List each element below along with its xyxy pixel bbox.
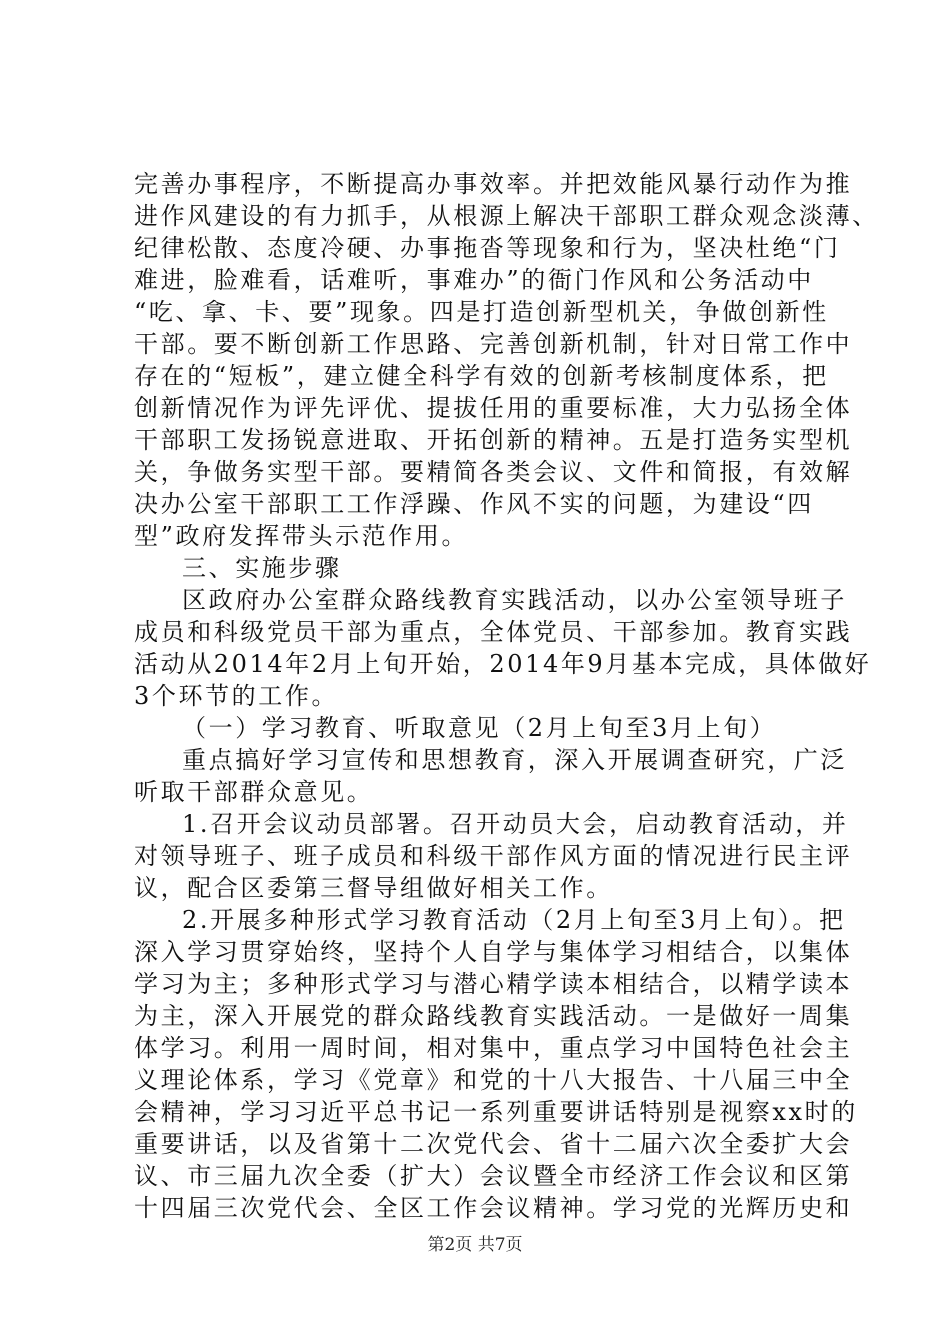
list-item-heading: 2.开展多种形式学习教育活动（2月上旬至3月上旬）。把 (182, 906, 846, 934)
text-line: 存在的“短板”，建立健全科学有效的创新考核制度体系，把 (134, 362, 829, 390)
text-line: 深入学习贯穿始终，坚持个人自学与集体学习相结合，以集体 (134, 938, 853, 966)
text-line: 干部。要不断创新工作思路、完善创新机制，针对日常工作中 (134, 330, 853, 358)
text-line: 重要讲话，以及省第十二次党代会、省十二届六次全委扩大会 (134, 1130, 853, 1158)
text-line: 完善办事程序，不断提高办事效率。并把效能风暴行动作为推 (134, 170, 853, 198)
text-line: 纪律松散、态度冷硬、办事拖沓等现象和行为，坚决杜绝“门 (134, 234, 841, 262)
text-line: 十四届三次党代会、全区工作会议精神。学习党的光辉历史和 (134, 1194, 853, 1222)
text-line: 活动从2014年2月上旬开始，2014年9月基本完成，具体做好 (134, 650, 872, 678)
text-line: 学习为主；多种形式学习与潜心精学读本相结合，以精学读本 (134, 970, 853, 998)
list-item-heading: 1.召开会议动员部署。召开动员大会，启动教育活动，并 (182, 810, 849, 838)
section-heading: 三、实施步骤 (182, 554, 342, 582)
text-line: 议、市三届九次全委（扩大）会议暨全市经济工作会议和区第 (134, 1162, 853, 1190)
text-line: 型”政府发挥带头示范作用。 (134, 522, 469, 550)
text-line: 重点搞好学习宣传和思想教育，深入开展调查研究，广泛 (182, 746, 847, 774)
text-line: 创新情况作为评先评优、提拔任用的重要标准，大力弘扬全体 (134, 394, 853, 422)
text-line: 进作风建设的有力抓手，从根源上解决干部职工群众观念淡薄、 (134, 202, 879, 230)
subsection-heading: （一）学习教育、听取意见（2月上旬至3月上旬） (182, 714, 777, 742)
text-line: 为主，深入开展党的群众路线教育实践活动。一是做好一周集 (134, 1002, 853, 1030)
text-line: 3个环节的工作。 (134, 682, 339, 710)
text-line: “吃、拿、卡、要”现象。四是打造创新型机关，争做创新性 (134, 298, 829, 326)
text-line: 体学习。利用一周时间，相对集中，重点学习中国特色社会主 (134, 1034, 853, 1062)
text-line: 决办公室干部职工工作浮躁、作风不实的问题，为建设“四 (134, 490, 814, 518)
page-number-footer: 第2页 共7页 (427, 1235, 523, 1255)
text-line: 听取干部群众意见。 (134, 778, 374, 806)
text-line: 区政府办公室群众路线教育实践活动，以办公室领导班子 (182, 586, 847, 614)
text-line: 关，争做务实型干部。要精简各类会议、文件和简报，有效解 (134, 458, 853, 486)
document-body (134, 168, 879, 1224)
text-line: 议，配合区委第三督导组做好相关工作。 (134, 874, 613, 902)
text-line: 干部职工发扬锐意进取、开拓创新的精神。五是打造务实型机 (134, 426, 853, 454)
text-line: 难进，脸难看，话难听，事难办”的衙门作风和公务活动中 (134, 266, 814, 294)
text-line: 义理论体系，学习《党章》和党的十八大报告、十八届三中全 (134, 1066, 853, 1094)
text-line: 会精神，学习习近平总书记一系列重要讲话特别是视察xx时的 (134, 1098, 858, 1126)
text-line: 成员和科级党员干部为重点，全体党员、干部参加。教育实践 (134, 618, 853, 646)
text-line: 对领导班子、班子成员和科级干部作风方面的情况进行民主评 (134, 842, 853, 870)
